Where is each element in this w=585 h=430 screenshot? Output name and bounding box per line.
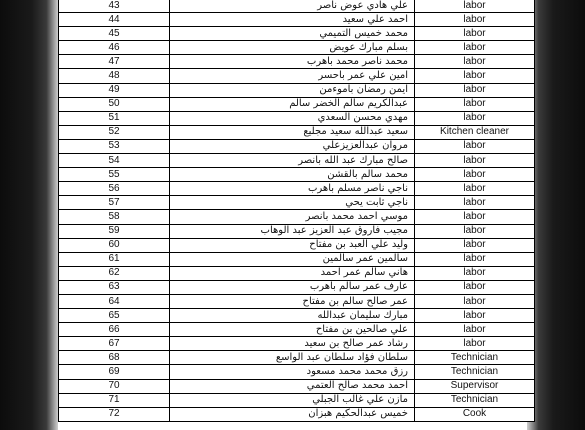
table-row	[59, 393, 535, 407]
table-row	[59, 294, 535, 308]
table-row	[59, 365, 535, 379]
table-row	[59, 13, 535, 27]
table-row	[59, 41, 535, 55]
employee-name-cell: مهدي محسن السعدي	[170, 111, 415, 125]
row-number-cell: 61	[59, 252, 170, 266]
employee-name-cell: رشاد عمر صالح بن سعيد	[170, 337, 415, 351]
employee-name-cell: سلطان فؤاد سلطان عبد الواسع	[170, 351, 415, 365]
employee-name-cell: مازن علي غالب الجبلي	[170, 393, 415, 407]
employee-name-cell: بسلم مبارك عويض	[170, 41, 415, 55]
employee-name-cell: محمد ناصر محمد باهرب	[170, 55, 415, 69]
table-row	[59, 111, 535, 125]
employee-name-cell: وليد علي العبد بن مفتاح	[170, 238, 415, 252]
row-number-cell: 69	[59, 365, 170, 379]
employee-name-cell: عبدالكريم سالم الخضر سالم	[170, 97, 415, 111]
job-title-cell: Technician	[415, 351, 535, 365]
table-row	[59, 280, 535, 294]
row-number-cell: 64	[59, 294, 170, 308]
job-title-cell: Cook	[415, 407, 535, 421]
job-title-cell: labor	[415, 139, 535, 153]
table-row	[59, 125, 535, 139]
row-number-cell: 51	[59, 111, 170, 125]
job-title-cell: labor	[415, 210, 535, 224]
table-row	[59, 252, 535, 266]
row-number-cell: 68	[59, 351, 170, 365]
job-title-cell: labor	[415, 337, 535, 351]
employee-table	[58, 0, 535, 422]
job-title-cell: labor	[415, 323, 535, 337]
table-row	[59, 97, 535, 111]
table-row	[59, 238, 535, 252]
employee-name-cell: موسي احمد محمد بانصر	[170, 210, 415, 224]
job-title-cell: labor	[415, 0, 535, 13]
employee-name-cell: علي صالحين بن مفتاح	[170, 323, 415, 337]
row-number-cell: 47	[59, 55, 170, 69]
photo-edge-right	[527, 0, 585, 430]
job-title-cell: labor	[415, 224, 535, 238]
row-number-cell: 43	[59, 0, 170, 13]
row-number-cell: 60	[59, 238, 170, 252]
row-number-cell: 65	[59, 309, 170, 323]
employee-name-cell: سعيد عبدالله سعيد مجليع	[170, 125, 415, 139]
row-number-cell: 71	[59, 393, 170, 407]
row-number-cell: 46	[59, 41, 170, 55]
employee-name-cell: صالح مبارك عبد الله بانصر	[170, 154, 415, 168]
job-title-cell: labor	[415, 196, 535, 210]
table-row	[59, 55, 535, 69]
table-row	[59, 379, 535, 393]
row-number-cell: 72	[59, 407, 170, 421]
table-row	[59, 210, 535, 224]
job-title-cell: labor	[415, 168, 535, 182]
row-number-cell: 62	[59, 266, 170, 280]
table-row	[59, 224, 535, 238]
employee-name-cell: خميس عبدالحكيم هبزان	[170, 407, 415, 421]
employee-name-cell: ناجي ناصر مسلم باهرب	[170, 182, 415, 196]
job-title-cell: labor	[415, 69, 535, 83]
table-row	[59, 351, 535, 365]
table-row	[59, 83, 535, 97]
row-number-cell: 55	[59, 168, 170, 182]
employee-name-cell: محمد سالم بالقشن	[170, 168, 415, 182]
employee-name-cell: محمد خميس التميمي	[170, 27, 415, 41]
table-row	[59, 168, 535, 182]
table-row	[59, 0, 535, 13]
job-title-cell: labor	[415, 280, 535, 294]
row-number-cell: 70	[59, 379, 170, 393]
job-title-cell: labor	[415, 182, 535, 196]
table-row	[59, 69, 535, 83]
row-number-cell: 50	[59, 97, 170, 111]
table-row	[59, 407, 535, 421]
job-title-cell: Supervisor	[415, 379, 535, 393]
photo-edge-left	[0, 0, 58, 430]
job-title-cell: labor	[415, 294, 535, 308]
row-number-cell: 57	[59, 196, 170, 210]
employee-name-cell: مجيب فاروق عبد العزيز عبد الوهاب	[170, 224, 415, 238]
employee-name-cell: امين علي عمر باحسر	[170, 69, 415, 83]
row-number-cell: 67	[59, 337, 170, 351]
row-number-cell: 49	[59, 83, 170, 97]
job-title-cell: labor	[415, 238, 535, 252]
job-title-cell: labor	[415, 27, 535, 41]
employee-name-cell: عارف عمر سالم باهرب	[170, 280, 415, 294]
row-number-cell: 56	[59, 182, 170, 196]
job-title-cell: labor	[415, 83, 535, 97]
employee-name-cell: ناجي ثابت يحي	[170, 196, 415, 210]
employee-name-cell: مروان عبدالعزيزعلي	[170, 139, 415, 153]
row-number-cell: 58	[59, 210, 170, 224]
job-title-cell: labor	[415, 309, 535, 323]
table-row	[59, 139, 535, 153]
table-row	[59, 323, 535, 337]
employee-name-cell: مبارك سليمان عبدالله	[170, 309, 415, 323]
employee-name-cell: رزق محمد محمد مسعود	[170, 365, 415, 379]
row-number-cell: 53	[59, 139, 170, 153]
table-row	[59, 27, 535, 41]
table-row	[59, 309, 535, 323]
row-number-cell: 63	[59, 280, 170, 294]
job-title-cell: labor	[415, 154, 535, 168]
employee-name-cell: علي هادي عوض ناصر	[170, 0, 415, 13]
row-number-cell: 54	[59, 154, 170, 168]
table-row	[59, 266, 535, 280]
job-title-cell: labor	[415, 111, 535, 125]
table-row	[59, 196, 535, 210]
employee-name-cell: احمد محمد صالح العتمي	[170, 379, 415, 393]
table-row	[59, 182, 535, 196]
employee-name-cell: عمر صالح سالم بن مفتاح	[170, 294, 415, 308]
row-number-cell: 52	[59, 125, 170, 139]
employee-name-cell: سالمين عمر سالمين	[170, 252, 415, 266]
table-row	[59, 154, 535, 168]
employee-name-cell: احمد علي سعيد	[170, 13, 415, 27]
job-title-cell: labor	[415, 41, 535, 55]
table-row	[59, 337, 535, 351]
job-title-cell: labor	[415, 252, 535, 266]
row-number-cell: 59	[59, 224, 170, 238]
row-number-cell: 66	[59, 323, 170, 337]
employee-name-cell: هاني سالم عمر احمد	[170, 266, 415, 280]
job-title-cell: labor	[415, 97, 535, 111]
job-title-cell: Technician	[415, 365, 535, 379]
job-title-cell: Kitchen cleaner	[415, 125, 535, 139]
job-title-cell: labor	[415, 266, 535, 280]
job-title-cell: labor	[415, 55, 535, 69]
employee-name-cell: ايمن رمضان باموءمن	[170, 83, 415, 97]
row-number-cell: 48	[59, 69, 170, 83]
row-number-cell: 44	[59, 13, 170, 27]
job-title-cell: Technician	[415, 393, 535, 407]
table-body	[59, 0, 535, 421]
job-title-cell: labor	[415, 13, 535, 27]
row-number-cell: 45	[59, 27, 170, 41]
